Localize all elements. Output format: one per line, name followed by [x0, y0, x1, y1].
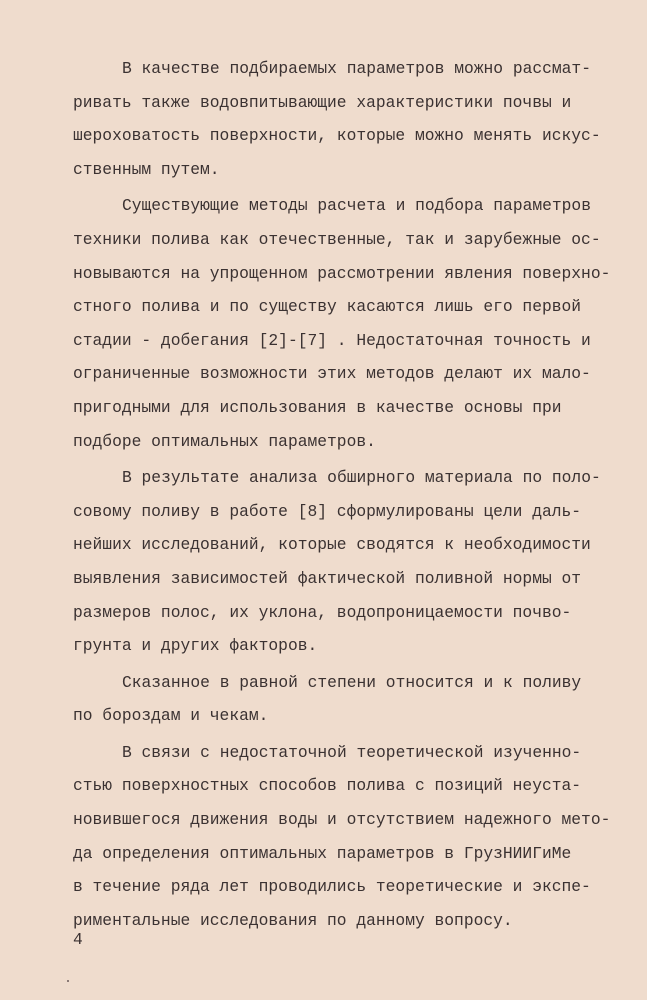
text-line: ограниченные возможности этих методов делают их мало-	[73, 364, 591, 384]
text-line: В результате анализа обширного материала по поло-	[122, 468, 601, 488]
text-line: риментальные исследования по данному вопросу.	[73, 910, 513, 930]
paragraph	[73, 736, 633, 938]
text-line: новываются на упрощенном рассмотрении явления поверхно-	[73, 263, 611, 283]
paragraph	[73, 52, 633, 186]
paragraph	[73, 189, 633, 458]
text-line: техники полива как отечественные, так и зарубежные ос-	[73, 229, 601, 249]
text-line: ственным путем.	[73, 159, 220, 179]
text-line: подборе оптимальных параметров.	[73, 431, 376, 451]
text-line: пригодными для использования в качестве основы при	[73, 397, 562, 417]
text-line: нейших исследований, которые сводятся к необходимости	[73, 535, 591, 555]
text-line: ривать также водовпитывающие характеристики почвы и	[73, 92, 572, 112]
paper-speck	[67, 980, 69, 982]
text-line: грунта и других факторов.	[73, 636, 318, 656]
text-line: выявления зависимостей фактической поливной нормы от	[73, 568, 582, 588]
document-body	[73, 52, 633, 940]
text-line: шероховатость поверхности, которые можно менять искус-	[73, 126, 601, 146]
text-line: Сказанное в равной степени относится и к поливу	[122, 672, 582, 692]
text-line: по бороздам и чекам.	[73, 706, 269, 726]
text-line: Существующие методы расчета и подбора параметров	[122, 196, 591, 216]
text-line: в течение ряда лет проводились теоретические и экспе-	[73, 877, 591, 897]
text-line: стью поверхностных способов полива с позиций неуста-	[73, 776, 582, 796]
paragraph	[73, 666, 633, 733]
text-line: новившегося движения воды и отсутствием надежного мето-	[73, 810, 611, 830]
page-number: 4	[73, 930, 83, 949]
text-line: да определения оптимальных параметров в ГрузНИИГиМе	[73, 843, 572, 863]
text-line: размеров полос, их уклона, водопроницаемости почво-	[73, 602, 572, 622]
text-line: В качестве подбираемых параметров можно рассмат-	[122, 59, 591, 78]
paragraph	[73, 461, 633, 663]
text-line: совому поливу в работе [8] сформулированы цели даль-	[73, 501, 582, 521]
text-line: стадии - добегания [2]-[7] . Недостаточная точность и	[73, 330, 591, 350]
text-line: В связи с недостаточной теоретической изученно-	[122, 742, 582, 762]
text-line: стного полива и по существу касаются лишь его первой	[73, 297, 582, 317]
